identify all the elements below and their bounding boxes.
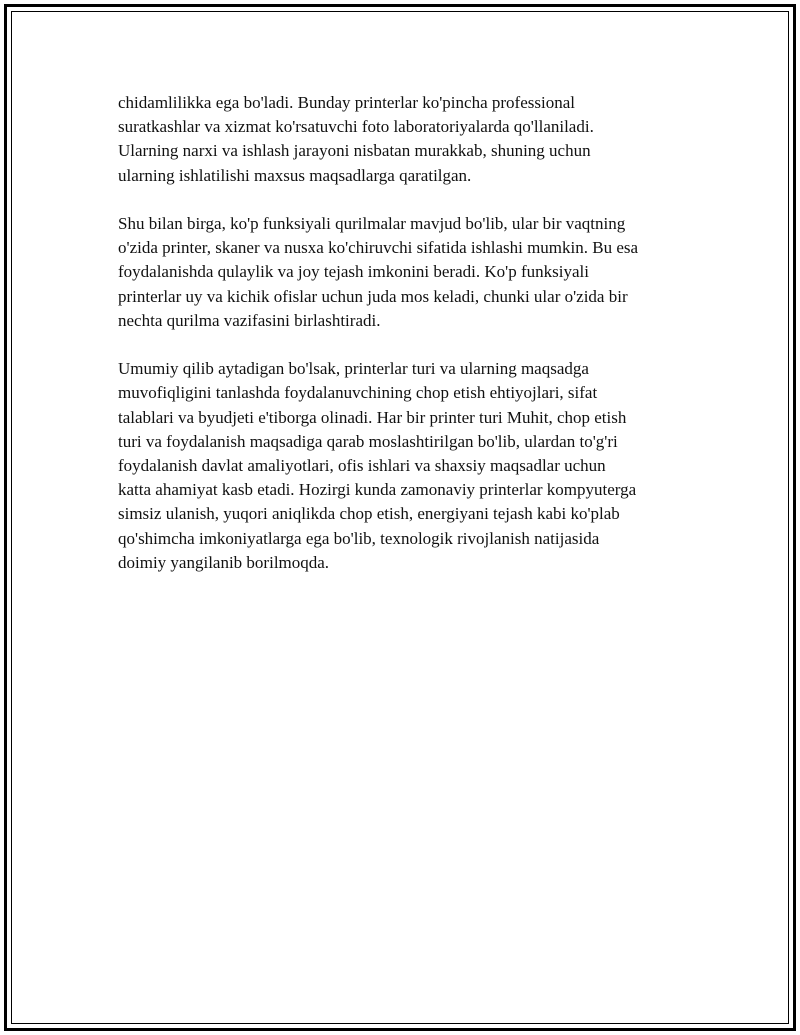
paragraph-continuation: chidamlilikka ega bo'ladi. Bunday printerlar ko'pincha professional suratkashlar va xizmat ko'rsatuvchi foto laboratoriyalarda qo'llaniladi. Ularning narxi va ishlash jarayoni nisbatan murakkab, shuning uchun ularning ishlatilishi maxsus maqsadlarga qaratilgan. bbox=[118, 93, 594, 185]
paragraph-multifunction-devices: Shu bilan birga, ko'p funksiyali qurilmalar mavjud bo'lib, ular bir vaqtning o'zida printer, skaner va nusxa ko'chiruvchi sifatida ishlashi mumkin. Bu esa foydalanishda qulaylik va joy tejash imkonini beradi. Ko'p funksiyali printerlar uy va kichik ofislar uchun juda mos keladi, chunki ular o'zida bir nechta qurilma vazifasini birlashtiradi. bbox=[118, 214, 639, 330]
document-body bbox=[118, 91, 718, 599]
paragraph-conclusion: Umumiy qilib aytadigan bo'lsak, printerlar turi va ularning maqsadga muvofiqligini tanlashda foydalanuvchining chop etish ehtiyojlari, sifat talablari va byudjeti e'tiborga olinadi. Har bir printer turi Muhit, chop etish turi va foydalanish maqsadiga qarab moslashtirilgan bo'lib, ulardan to'g'ri foydalanish davlat amaliyotlari, ofis ishlari va shaxsiy maqsadlar uchun katta ahamiyat kasb etadi. Hozirgi kunda zamonaviy printerlar kompyuterga simsiz ulanish, yuqori aniqlikda chop etish, energiyani tejash kabi ko'plab qo'shimcha imkoniyatlarga ega bo'lib, texnologik rivojlanish natijasida doimiy yangilanib borilmoqda. bbox=[118, 359, 637, 572]
